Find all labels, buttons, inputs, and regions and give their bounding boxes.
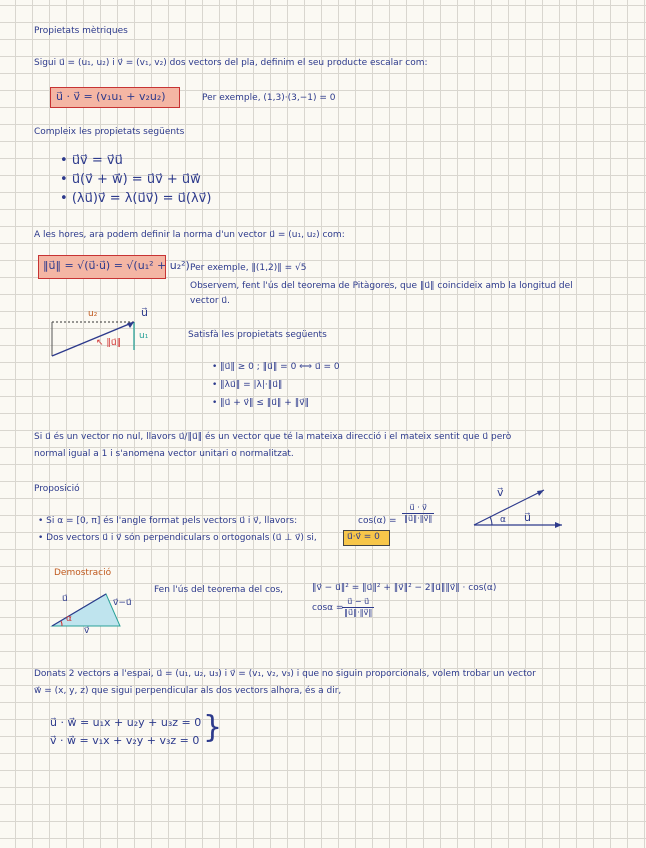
system-equation-1: u⃗ · w⃗ = u₁x + u₂y + u₃z = 0 bbox=[50, 716, 202, 729]
cos-alpha-fraction: $\frac{u⃗ - u⃗}{‖u⃗‖\cdot‖v⃗‖}$ bbox=[344, 597, 373, 617]
demonstration-heading: Demostració bbox=[54, 568, 112, 578]
page-title: Propietats mètriques bbox=[34, 26, 128, 36]
unit-vector-line2: normal igual a 1 i s'anomena vector unitari o normalitzat. bbox=[34, 449, 294, 459]
unit-vector-line1: Si u⃗ és un vector no nul, llavors u⃗/‖u⃗‖ és un vector que té la mateixa direcció i el mateix sentit que u⃗ però bbox=[34, 432, 512, 442]
cos-fraction: $\frac{u⃗ \cdot v⃗}{‖u⃗‖\cdot‖v⃗‖}$ bbox=[404, 503, 433, 523]
dot-product-formula: u⃗ · v⃗ = (v₁u₁ + v₂u₂) bbox=[56, 90, 166, 103]
system-brace: } bbox=[203, 710, 223, 745]
property-item: • (λu⃗)v⃗ = λ(u⃗v⃗) = u⃗(λv⃗) bbox=[60, 191, 212, 206]
perpendicular-formula: u⃗·v⃗ = 0 bbox=[347, 532, 380, 542]
cosine-law: ‖v⃗ − u⃗‖² = ‖u⃗‖² + ‖v⃗‖² − 2‖u⃗‖‖v⃗‖ · cos(α) bbox=[312, 583, 497, 593]
property-item: • u⃗v⃗ = v⃗u⃗ bbox=[60, 153, 123, 168]
proposition-item-2: • Dos vectors u⃗ i v⃗ són perpendiculars o ortogonals (u⃗ ⊥ v⃗) si, bbox=[38, 533, 317, 543]
dot-product-intro: Sigui u⃗ = (u₁, u₂) i v⃗ = (v₁, v₂) dos vectors del pla, definim el seu producte escalar com: bbox=[34, 58, 428, 68]
u1-label: u₁ bbox=[139, 331, 149, 341]
norm-label: ↖ ‖u⃗‖ bbox=[96, 338, 122, 348]
triangle-v-label: v⃗ bbox=[84, 626, 90, 636]
cos-label: cos(α) = bbox=[358, 516, 397, 526]
properties-heading: Compleix les propietats següents bbox=[34, 127, 185, 137]
angle-diagram bbox=[470, 484, 570, 534]
proposition-heading: Proposició bbox=[34, 484, 80, 494]
norm-observation-line2: vector u⃗. bbox=[190, 296, 230, 306]
satisfies-heading: Satisfà les propietats següents bbox=[188, 330, 327, 340]
u-vector-label: u⃗ bbox=[141, 306, 148, 319]
cos-alpha-label: cosα = bbox=[312, 603, 344, 613]
angle-diagram-u: u⃗ bbox=[524, 511, 531, 524]
system-equation-2: v⃗ · w⃗ = v₁x + v₂y + v₃z = 0 bbox=[50, 734, 200, 747]
property-item: • u⃗(v⃗ + w⃗) = u⃗v⃗ + u⃗w⃗ bbox=[60, 172, 201, 187]
norm-property-item: • ‖u⃗ + v⃗‖ ≤ ‖u⃗‖ + ‖v⃗‖ bbox=[212, 398, 310, 408]
space-vectors-line1: Donats 2 vectors a l'espai, u⃗ = (u₁, u₂, u₃) i v⃗ = (v₁, v₂, v₃) i que no siguin proporcionals, volem trobar un vector bbox=[34, 669, 536, 679]
angle-diagram-alpha: α bbox=[500, 515, 506, 525]
u2-label: u₂ bbox=[88, 309, 98, 319]
dot-product-example: Per exemple, (1,3)·(3,−1) = 0 bbox=[202, 93, 336, 103]
norm-diagram bbox=[48, 304, 168, 364]
triangle-alpha-label: α bbox=[66, 614, 72, 624]
triangle-u-label: u⃗ bbox=[62, 594, 68, 604]
triangle-vu-label: v⃗−u⃗ bbox=[113, 598, 132, 608]
space-vectors-line2: w⃗ = (x, y, z) que sigui perpendicular als dos vectors alhora, és a dir, bbox=[34, 686, 342, 696]
norm-property-item: • ‖u⃗‖ ≥ 0 ; ‖u⃗‖ = 0 ⟺ u⃗ = 0 bbox=[212, 362, 340, 372]
angle-diagram-v: v⃗ bbox=[497, 486, 504, 499]
norm-intro: A les hores, ara podem definir la norma d'un vector u⃗ = (u₁, u₂) com: bbox=[34, 230, 345, 240]
norm-formula: ‖u⃗‖ = √(u⃗·u⃗) = √(u₁² + u₂²) bbox=[43, 259, 190, 272]
norm-property-item: • ‖λu⃗‖ = |λ|·‖u⃗‖ bbox=[212, 380, 283, 390]
norm-example: Per exemple, ‖(1,2)‖ = √5 bbox=[190, 263, 307, 273]
norm-observation-line1: Observem, fent l'ús del teorema de Pitàgores, que ‖u⃗‖ coincideix amb la longitud del bbox=[190, 281, 573, 291]
proposition-item-1: • Si α = [0, π] és l'angle format pels vectors u⃗ i v⃗, llavors: bbox=[38, 516, 298, 526]
demonstration-text: Fen l'ús del teorema del cos, bbox=[154, 585, 283, 595]
